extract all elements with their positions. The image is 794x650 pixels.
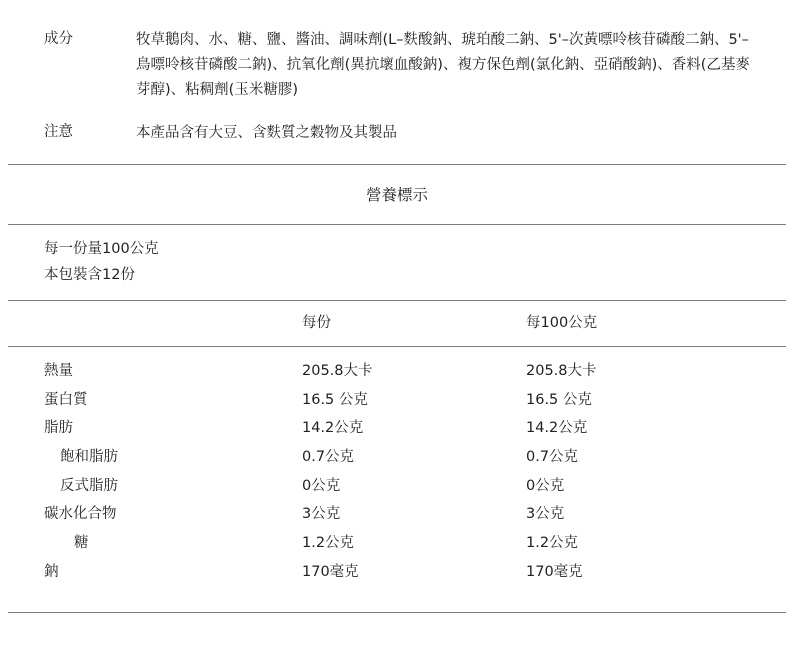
nutrient-per-serving: 205.8大卡 (302, 362, 373, 379)
ingredient-info-block (0, 0, 794, 146)
nutrient-name: 熱量 (44, 362, 73, 379)
nutrient-name: 飽和脂肪 (60, 448, 118, 465)
nutrient-per-100g: 1.2公克 (526, 535, 579, 552)
nutrient-name: 反式脂肪 (60, 477, 118, 494)
nutrition-column-headers (8, 300, 786, 346)
nutrient-per-100g: 0公克 (526, 477, 565, 494)
nutrient-per-serving: 1.2公克 (302, 535, 355, 552)
nutrient-per-100g: 16.5 公克 (526, 391, 592, 408)
nutrient-per-serving: 0.7公克 (302, 448, 355, 465)
table-row (8, 443, 786, 472)
nutrient-name: 糖 (74, 535, 89, 552)
column-header-per-serving: 每份 (302, 315, 331, 332)
allergen-notice-label: 注意 (44, 123, 73, 140)
nutrition-rows (8, 347, 786, 613)
nutrient-per-serving: 0公克 (302, 477, 341, 494)
nutrient-per-serving: 3公克 (302, 506, 341, 523)
nutrient-per-serving: 16.5 公克 (302, 391, 368, 408)
ingredients-row (44, 28, 750, 103)
nutrient-name: 蛋白質 (44, 391, 88, 408)
nutrition-table-title: 營養標示 (8, 165, 786, 225)
nutrient-per-serving: 170毫克 (302, 563, 359, 580)
servings-per-package: 本包裝含12份 (44, 266, 135, 283)
table-row (8, 529, 786, 558)
nutrient-per-100g: 3公克 (526, 506, 565, 523)
column-header-nutrient (8, 312, 254, 334)
nutrient-name: 鈉 (44, 563, 59, 580)
serving-info (8, 225, 786, 301)
nutrient-name: 碳水化合物 (44, 506, 117, 523)
table-row (8, 386, 786, 415)
allergen-notice-value: 本產品含有大豆、含麩質之穀物及其製品 (136, 124, 397, 141)
ingredients-label: 成分 (44, 31, 73, 47)
nutrient-name: 脂肪 (44, 420, 73, 437)
nutrient-per-serving: 14.2公克 (302, 420, 364, 437)
table-row (8, 558, 786, 587)
table-row (8, 472, 786, 501)
ingredients-value: 牧草鵝肉、水、糖、鹽、醬油、調味劑(L–麩酸鈉、琥珀酸二鈉、5'–次黃嘌呤核苷磷酸二鈉、5'–鳥嘌呤核苷磷酸二鈉)、抗氧化劑(異抗壞血酸鈉)、複方保色劑(氯化鈉、亞硝酸鈉)、香料(乙基麥芽醇)、粘稠劑(玉米糖膠) (136, 32, 750, 98)
table-row (8, 500, 786, 529)
table-row (8, 414, 786, 443)
nutrition-facts-table (8, 164, 786, 614)
allergen-notice-row (44, 121, 750, 146)
nutrient-per-100g: 205.8大卡 (526, 362, 597, 379)
serving-size: 每一份量100公克 (44, 240, 159, 257)
nutrient-per-100g: 14.2公克 (526, 420, 588, 437)
column-header-per-100g: 每100公克 (526, 315, 598, 332)
nutrient-per-100g: 170毫克 (526, 563, 583, 580)
table-row (8, 357, 786, 386)
nutrient-per-100g: 0.7公克 (526, 448, 579, 465)
